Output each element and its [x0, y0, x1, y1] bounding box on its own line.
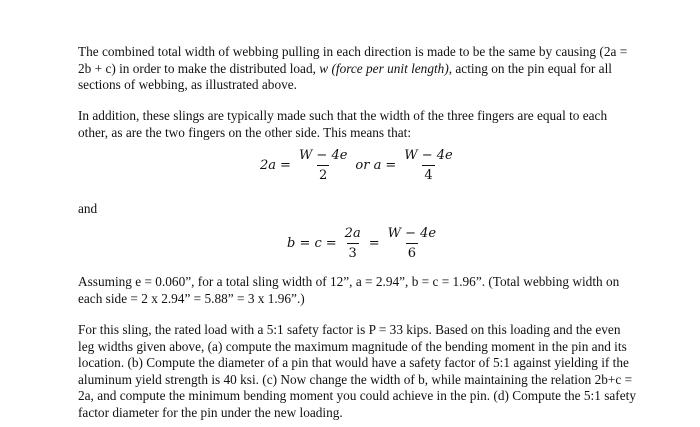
paragraph-finger-widths: In addition, these slings are typically made such that the width of the three fingers are equal to each other, as are the two fingers on the other side. This means that: — [78, 108, 608, 140]
equation-b-c — [285, 226, 442, 261]
equation-2a — [258, 148, 459, 183]
equals-sign: = — [280, 158, 291, 173]
equals-sign: = — [385, 158, 397, 173]
equation-lhs: 2a — [260, 158, 277, 173]
fraction-denominator: 3 — [347, 243, 359, 261]
fraction-numerator: W − 4e — [387, 226, 437, 241]
fraction — [402, 148, 454, 183]
fraction-numerator: 2a — [344, 226, 361, 241]
italic-term: w (force per unit length) — [319, 60, 449, 76]
paragraph-assumptions: Assuming e = 0.060”, for a total sling width of 12”, a = 2.94”, b = c = 1.96”. (Total webbing width on each side = 2 x 2.94” = 5.88” = 3 x 1.96”.) — [78, 274, 620, 306]
fraction-denominator: 2 — [317, 165, 329, 183]
paragraph-webbing-width — [78, 44, 638, 94]
fraction — [343, 226, 363, 261]
equation-middle: or a — [355, 158, 382, 173]
equals-sign: = — [368, 236, 380, 251]
and-text: and — [78, 201, 98, 216]
equation-lhs: b = c — [287, 236, 322, 251]
fraction — [386, 226, 438, 261]
paragraph-text: , acting on the pin equal for all sections of webbing, as illustrated above. — [78, 60, 612, 92]
paragraph-text: The combined total width of webbing pulling in each direction is made to be the same by causing (2a = 2b + c) in order to make the distributed load, — [78, 44, 628, 76]
equals-sign: = — [325, 236, 337, 251]
fraction-numerator: W − 4e — [298, 148, 348, 163]
fraction-denominator: 4 — [422, 165, 434, 183]
fraction-denominator: 6 — [406, 243, 418, 261]
fraction — [297, 148, 349, 183]
fraction-numerator: W − 4e — [404, 148, 453, 163]
paragraph-problem-statement: For this sling, the rated load with a 5:1 safety factor is P = 33 kips. Based on this loading and the even leg widths given above, (a) compute the maximum magnitude of the bending moment in the pin and its location. (b) Compute the diameter of a pin that would have a safety factor of 5:1 against yielding if the aluminum yield strength is 40 ksi. (c) Now change the width of b, while maintaining the relation 2b+c = 2a, and compute the minimum bending moment you could achieve in the pin. (d) Compute the 5:1 safety factor diameter for the pin under the new loading. — [78, 322, 636, 420]
